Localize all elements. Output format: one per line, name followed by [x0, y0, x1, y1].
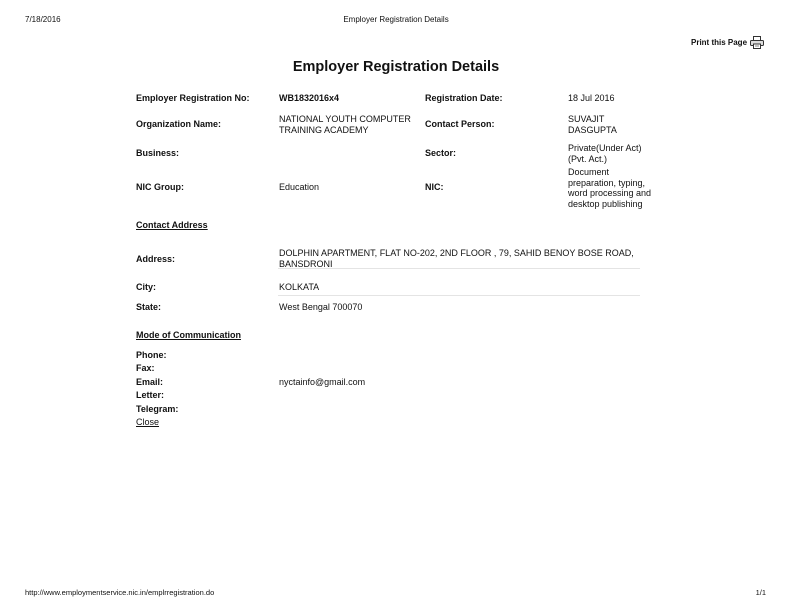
- fax-label: Fax:: [136, 363, 155, 373]
- contact-person-value: [568, 114, 617, 135]
- city-divider: [278, 295, 640, 296]
- nic-line: Document: [568, 167, 610, 177]
- page-title: Employer Registration Details: [292, 59, 500, 75]
- address-label: Address:: [136, 254, 176, 264]
- organization-name-line: TRAINING ACADEMY: [279, 124, 369, 135]
- communication-heading: Mode of Communication: [136, 330, 241, 340]
- contact-person-label: Contact Person:: [425, 119, 495, 129]
- phone-label: Phone:: [136, 350, 167, 360]
- nic-line: preparation, typing,: [568, 177, 646, 188]
- contact-address-heading: Contact Address: [136, 220, 208, 230]
- print-header-title: Employer Registration Details: [343, 15, 449, 24]
- nic-line: word processing and: [568, 188, 652, 198]
- nic-group-label: NIC Group:: [136, 182, 184, 192]
- nic-value: [568, 167, 651, 209]
- letter-label: Letter:: [136, 390, 165, 400]
- print-header-date: 7/18/2016: [25, 15, 61, 24]
- contact-person-line: SUVAJIT: [568, 114, 605, 124]
- employer-registration-no-label: Employer Registration No:: [136, 93, 250, 103]
- sector-line: Private(Under Act): [568, 143, 642, 153]
- nic-label: NIC:: [425, 182, 444, 192]
- print-page-label: Print this Page: [691, 38, 748, 47]
- contact-person-line: DASGUPTA: [568, 124, 617, 135]
- city-value: KOLKATA: [279, 282, 320, 292]
- business-label: Business:: [136, 148, 180, 158]
- state-value: West Bengal 700070: [279, 302, 363, 312]
- address-line: BANSDRONI: [279, 258, 333, 269]
- print-footer-url: http://www.employmentservice.nic.in/emplrregistration.do: [25, 588, 215, 597]
- print-footer-page-number: 1/1: [755, 588, 766, 597]
- email-value: nyctainfo@gmail.com: [279, 377, 366, 387]
- nic-line: desktop publishing: [568, 198, 643, 209]
- printer-icon[interactable]: [750, 36, 764, 49]
- organization-name-line: NATIONAL YOUTH COMPUTER: [279, 114, 411, 124]
- address-divider: [278, 268, 640, 269]
- sector-value: [568, 143, 642, 164]
- registration-date-value: 18 Jul 2016: [568, 93, 615, 103]
- telegram-label: Telegram:: [136, 404, 179, 414]
- email-label: Email:: [136, 377, 164, 387]
- address-line: DOLPHIN APARTMENT, FLAT NO-202, 2ND FLOOR , 79, SAHID BENOY BOSE ROAD,: [279, 248, 634, 258]
- organization-name-label: Organization Name:: [136, 119, 222, 129]
- sector-label: Sector:: [425, 148, 457, 158]
- print-page-link[interactable]: [691, 36, 764, 49]
- sector-line: (Pvt. Act.): [568, 153, 608, 164]
- close-link[interactable]: Close: [136, 417, 160, 427]
- employer-registration-no-value: WB1832016x4: [279, 93, 340, 103]
- city-label: City:: [136, 282, 156, 292]
- organization-name-value: [279, 114, 411, 135]
- address-value: [279, 248, 634, 269]
- registration-date-label: Registration Date:: [425, 93, 503, 103]
- state-label: State:: [136, 302, 162, 312]
- nic-group-value: Education: [279, 182, 320, 192]
